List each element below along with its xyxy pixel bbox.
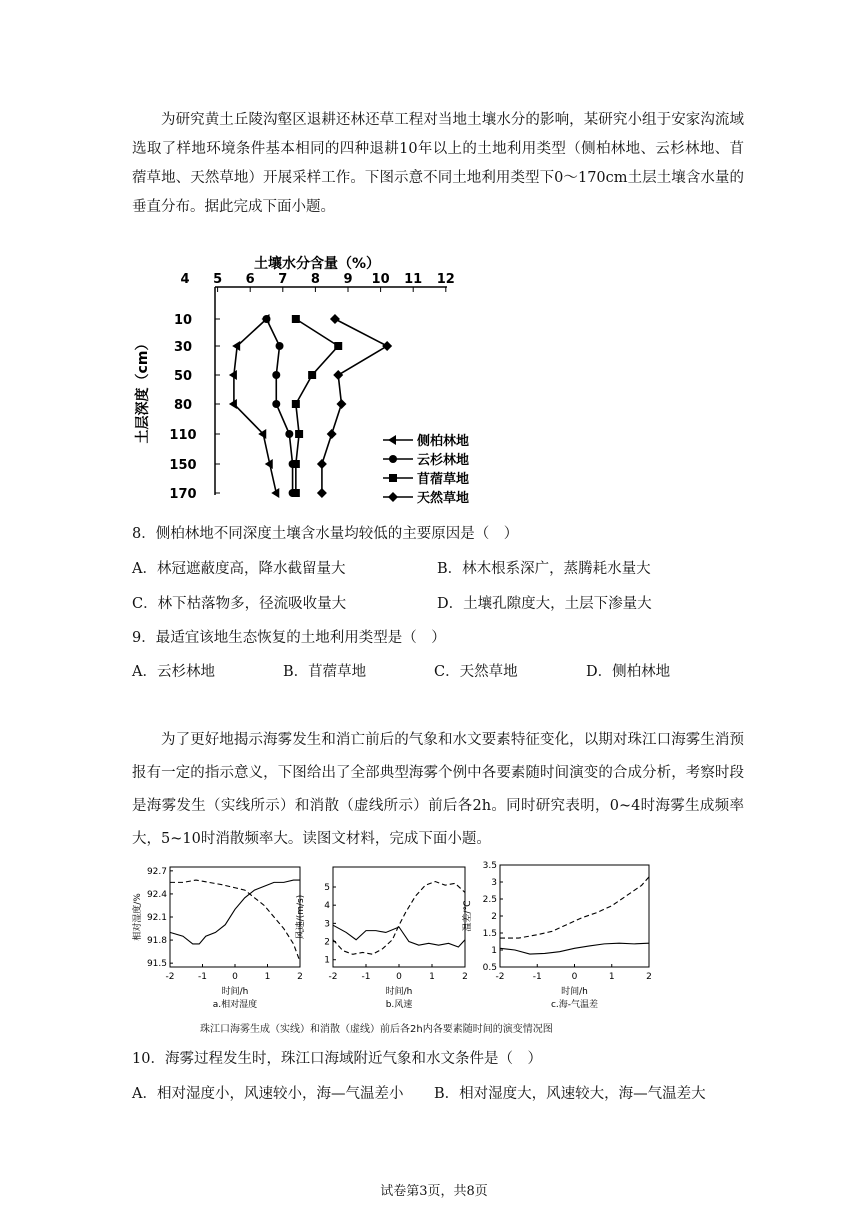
panel-ytick-label: 92.4: [146, 889, 167, 900]
panel-xtick-label: 2: [297, 972, 303, 982]
chart1-point: [317, 488, 327, 498]
panel-xtick-label: 0: [571, 972, 578, 982]
panel-xtick-label: 1: [429, 972, 435, 982]
chart1-point: [336, 399, 346, 409]
passage-2: 为了更好地揭示海雾发生和消亡前后的气象和水文要素特征变化，以期对珠江口海雾生消预报有一定的指示意义，下图给出了全部典型海雾个例中各要素随时间演变的合成分析，考察时段是海雾发生（实线所示）和消散（虚线所示）前后各2h。同时研究表明，0~4时海雾生成频率大，5~10时消散频率大。读图文材料，完成下面小题。: [132, 732, 744, 847]
panel-xtick-label: 1: [264, 972, 271, 982]
panel-xlabel: 时间/h: [561, 987, 588, 997]
chart1-point: [285, 430, 293, 438]
panel-xtick-label: -2: [495, 972, 505, 982]
panel-ytick-label: 1: [324, 955, 330, 966]
chart1-xtick-label: 8: [310, 272, 320, 287]
panel-ytick-label: 3: [491, 878, 497, 888]
chart1-point: [295, 430, 303, 438]
chart1-ytick-label: 30: [173, 340, 193, 355]
q9-option-b[interactable]: B．苜蓿草地: [283, 664, 367, 680]
panel-ytick-label: 1.5: [482, 929, 497, 939]
q8-option-b[interactable]: B．林木根系深广，蒸腾耗水量大: [437, 561, 651, 577]
chart1-point: [272, 371, 280, 379]
panel-xtick-label: -1: [361, 972, 371, 982]
chart1-ytick-label: 50: [173, 369, 193, 384]
figure2-caption: 珠江口海雾生成（实线）和消散（虚线）前后各2h内各要素随时间的演变情况图: [200, 1024, 553, 1035]
chart1-point: [327, 429, 337, 439]
chart1-xtick-label: 9: [343, 272, 353, 287]
formation-solid-line: [333, 925, 465, 947]
panel-xtick-label: -1: [532, 972, 542, 982]
chart1-point: [229, 370, 237, 380]
panel-ytick-label: 4: [324, 901, 330, 912]
q8-option-d[interactable]: D．土壤孔隙度大，土层下渗量大: [437, 596, 652, 612]
chart1-point: [330, 314, 340, 324]
chart1-xtick-label: 12: [436, 272, 455, 287]
panel-xtick-label: 1: [608, 972, 615, 982]
panel-xtick-label: -2: [328, 972, 338, 982]
dispersal-dashed-line: [333, 882, 465, 955]
chart1-xtick-label: 6: [245, 272, 255, 287]
q8-stem: 8．侧柏林地不同深度土壤含水量均较低的主要原因是（ ）: [132, 526, 519, 542]
panel-xtick-label: 0: [232, 972, 238, 982]
panel-xtick-label: -2: [165, 972, 175, 982]
dispersal-dashed-line: [500, 877, 649, 938]
panel-xlabel: 时间/h: [385, 987, 413, 997]
panel-ytick-label: 91.8: [146, 936, 167, 947]
q8-option-a[interactable]: A．林冠遮蔽度高，降水截留量大: [132, 561, 346, 577]
page-footer: 试卷第3页，共8页: [380, 1184, 488, 1199]
panel-ytick-label: 92.7: [146, 866, 167, 877]
q8-option-c[interactable]: C．林下枯落物多，径流吸收量大: [132, 596, 347, 612]
formation-solid-line: [170, 880, 300, 944]
panel-ytick-label: 5: [324, 883, 330, 893]
chart1-point: [382, 341, 392, 351]
panel-ytick-label: 1: [491, 946, 497, 956]
chart1-xtick-label: 10: [371, 272, 390, 287]
chart1-ytick-label: 150: [169, 458, 197, 473]
formation-solid-line: [500, 943, 649, 954]
chart1-xtick-label: 11: [404, 272, 423, 287]
chart1-series-line: [296, 319, 338, 493]
panel-xtick-label: 0: [396, 972, 402, 982]
q10-option-b[interactable]: B．相对湿度大，风速较大，海—气温差大: [434, 1086, 706, 1102]
panel-ytick-label: 92.1: [146, 913, 167, 923]
sea-fog-figure: [125, 855, 670, 1020]
panel-ylabel: 风速/(m/s): [296, 894, 306, 940]
chart1-ytick-label: 10: [173, 313, 193, 328]
chart1-point: [308, 371, 316, 379]
chart1-xtick-label: 4: [180, 272, 190, 287]
panel-xtick-label: -1: [198, 972, 207, 982]
q9-option-d[interactable]: D．侧柏林地: [586, 664, 671, 680]
panel-ytick-label: 91.5: [146, 959, 167, 970]
chart1-legend-label: 云杉林地: [417, 453, 470, 468]
q10-option-a[interactable]: A．相对湿度小，风速较小，海—气温差小: [132, 1086, 404, 1102]
chart1-ylabel: 土层深度（cm）: [135, 336, 151, 444]
panel-ytick-label: 0.5: [482, 963, 497, 973]
q9-option-a[interactable]: A．云杉林地: [132, 664, 215, 680]
panel-ylabel: 温差/℃: [463, 900, 473, 932]
panel-ytick-label: 3: [324, 919, 330, 930]
chart1-point: [333, 370, 343, 380]
chart1-legend-marker: [388, 435, 396, 445]
panel-caption: b.风速: [385, 1000, 413, 1010]
chart1-point: [292, 315, 300, 323]
panel-ytick-label: 3.5: [482, 861, 497, 871]
dispersal-dashed-line: [170, 880, 300, 962]
chart1-point: [263, 315, 271, 323]
chart1-ytick-label: 80: [173, 398, 193, 413]
chart1-point: [272, 400, 280, 408]
chart1-xtick-label: 5: [213, 272, 223, 287]
panel-ytick-label: 2: [491, 912, 497, 922]
panel-xtick-label: 2: [462, 972, 468, 982]
chart1-legend-label: 苜蓿草地: [417, 472, 470, 487]
chart1-point: [292, 400, 300, 408]
q10-stem: 10．海雾过程发生时，珠江口海域附近气象和水文条件是（ ）: [132, 1051, 542, 1067]
q9-stem: 9．最适宜该地生态恢复的土地利用类型是（ ）: [132, 630, 446, 646]
soil-moisture-chart: [125, 250, 495, 505]
panel-xlabel: 时间/h: [221, 987, 249, 997]
panel-ylabel: 相对湿度/%: [133, 893, 143, 941]
chart1-legend-label: 侧柏林地: [417, 434, 470, 449]
chart1-point: [276, 342, 284, 350]
chart1-legend-label: 天然草地: [417, 491, 470, 505]
panel-frame: [333, 867, 465, 967]
chart1-legend-marker: [389, 455, 397, 463]
chart1-xtick-label: 7: [278, 272, 288, 287]
panel-caption: c.海-气温差: [550, 1000, 599, 1010]
chart1-ytick-label: 110: [169, 428, 197, 443]
chart1-legend-marker: [389, 474, 397, 482]
panel-caption: a.相对湿度: [212, 1000, 258, 1010]
chart1-point: [317, 459, 327, 469]
q9-option-c[interactable]: C．天然草地: [434, 664, 518, 680]
chart1-point: [334, 342, 342, 350]
chart1-point: [292, 489, 300, 497]
panel-ytick-label: 2: [324, 937, 330, 948]
passage-1: 为研究黄土丘陵沟壑区退耕还林还草工程对当地土壤水分的影响，某研究小组于安家沟流域选取了样地环境条件基本相同的四种退耕10年以上的土地利用类型（侧柏林地、云杉林地、苜蓿草地、天然草地）开展采样工作。下图示意不同土地利用类型下0～170cm土层土壤含水量的垂直分布。据此完成下面小题。: [132, 112, 744, 215]
chart1-title: 土壤水分含量（%）: [253, 256, 381, 272]
chart1-ytick-label: 170: [169, 487, 197, 502]
chart1-point: [292, 460, 300, 468]
panel-ytick-label: 2.5: [482, 895, 497, 905]
chart1-point: [229, 399, 237, 409]
panel-xtick-label: 2: [646, 972, 652, 982]
chart1-legend-marker: [388, 492, 398, 502]
chart1-series-line: [322, 319, 387, 493]
